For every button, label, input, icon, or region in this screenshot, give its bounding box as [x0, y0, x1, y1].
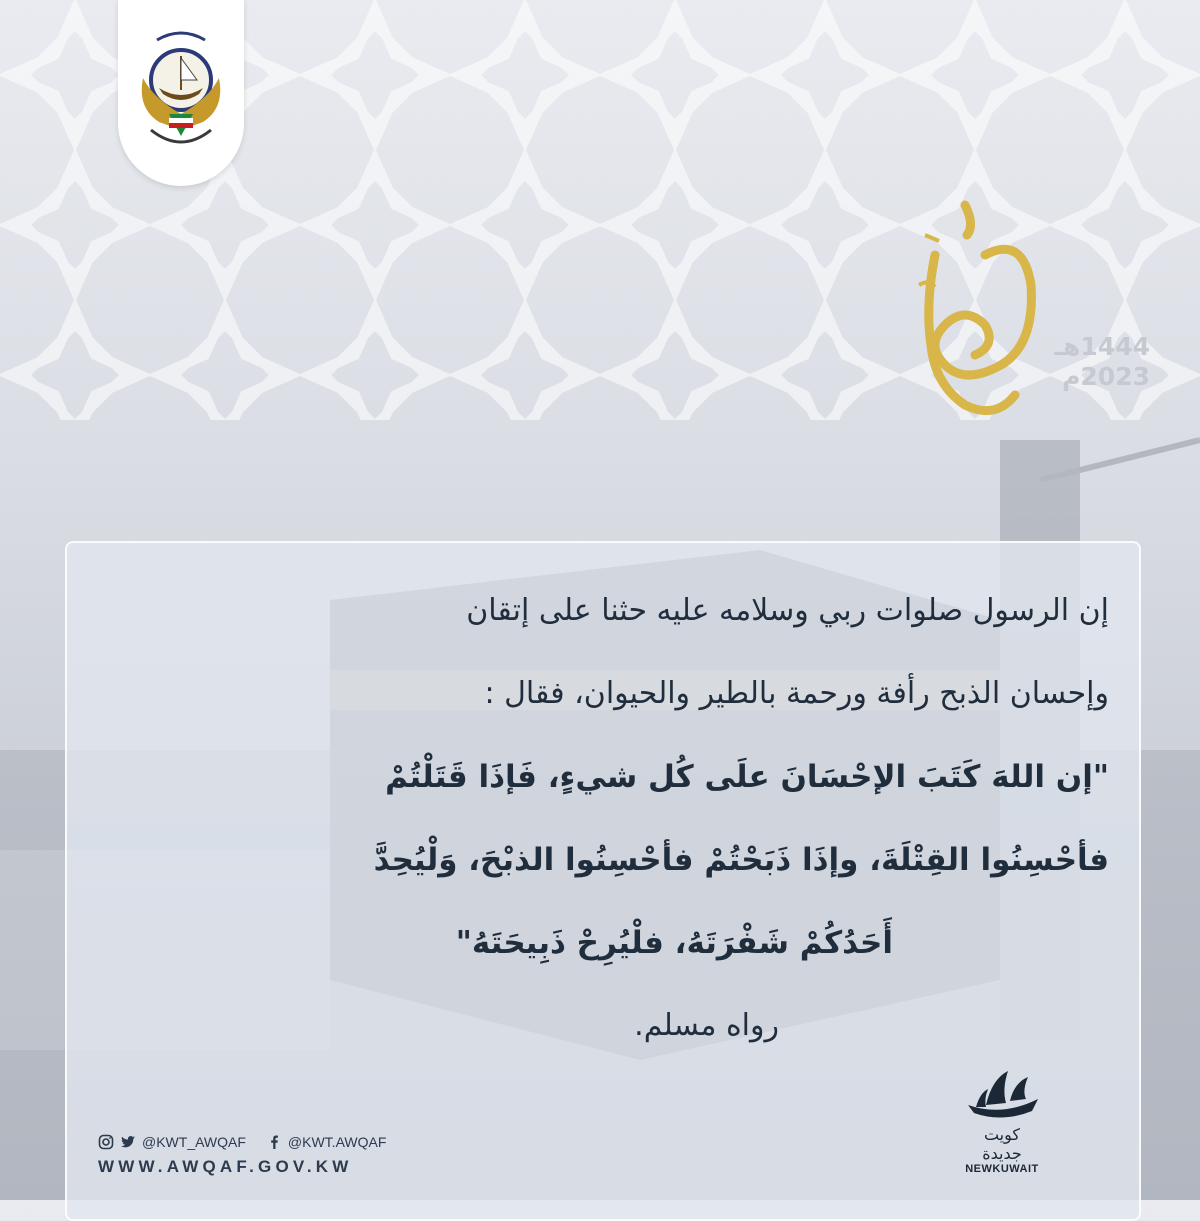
newkuwait-logo — [962, 1065, 1042, 1173]
hajj-calligraphy-icon — [905, 195, 1045, 425]
hadith-source: رواه مسلم. — [634, 1008, 779, 1043]
hadith-line-2: فأحْسِنُوا القِتْلَةَ، وإذَا ذَبَحْتُمْ فأحْسِنُوا الذبْحَ، وَلْيُحِدَّ — [373, 842, 1109, 878]
hadith-text-block — [97, 591, 1109, 1046]
hadith-line-3: أَحَدُكُمْ شَفْرَتَهُ، فلْيُرِحْ ذَبِيحَتَهُ" — [455, 925, 893, 961]
instagram-icon[interactable] — [98, 1134, 114, 1150]
twitter-icon[interactable] — [120, 1134, 136, 1150]
newkuwait-arabic: كويت جديدة — [982, 1125, 1022, 1163]
hijri-year: 1444هـ — [1054, 332, 1150, 361]
hadith-line-1: "إن اللهَ كَتَبَ الإحْسَانَ علَى كُل شيءٍ، فَإذَا قَتَلْتُمْ — [385, 759, 1109, 795]
dhow-sail-icon — [962, 1065, 1042, 1125]
social-links — [98, 1130, 386, 1154]
social-handle-1[interactable]: @KWT_AWQAF — [142, 1134, 246, 1150]
intro-line-2: وإحسان الذبح رأفة ورحمة بالطير والحيوان، فقال : — [484, 676, 1109, 711]
year-label — [1030, 332, 1150, 392]
newkuwait-latin: NEWKUWAIT — [965, 1163, 1039, 1175]
intro-line-1: إن الرسول صلوات ربي وسلامه عليه حثنا على إتقان — [466, 593, 1109, 628]
gregorian-year: 2023م — [1062, 362, 1150, 391]
ministry-logo-badge — [118, 0, 244, 186]
social-handle-2[interactable]: @KWT.AWQAF — [287, 1134, 387, 1150]
ministry-emblem-icon — [129, 18, 233, 168]
website-link[interactable]: WWW.AWQAF.GOV.KW — [98, 1157, 353, 1176]
facebook-icon[interactable] — [266, 1134, 282, 1150]
